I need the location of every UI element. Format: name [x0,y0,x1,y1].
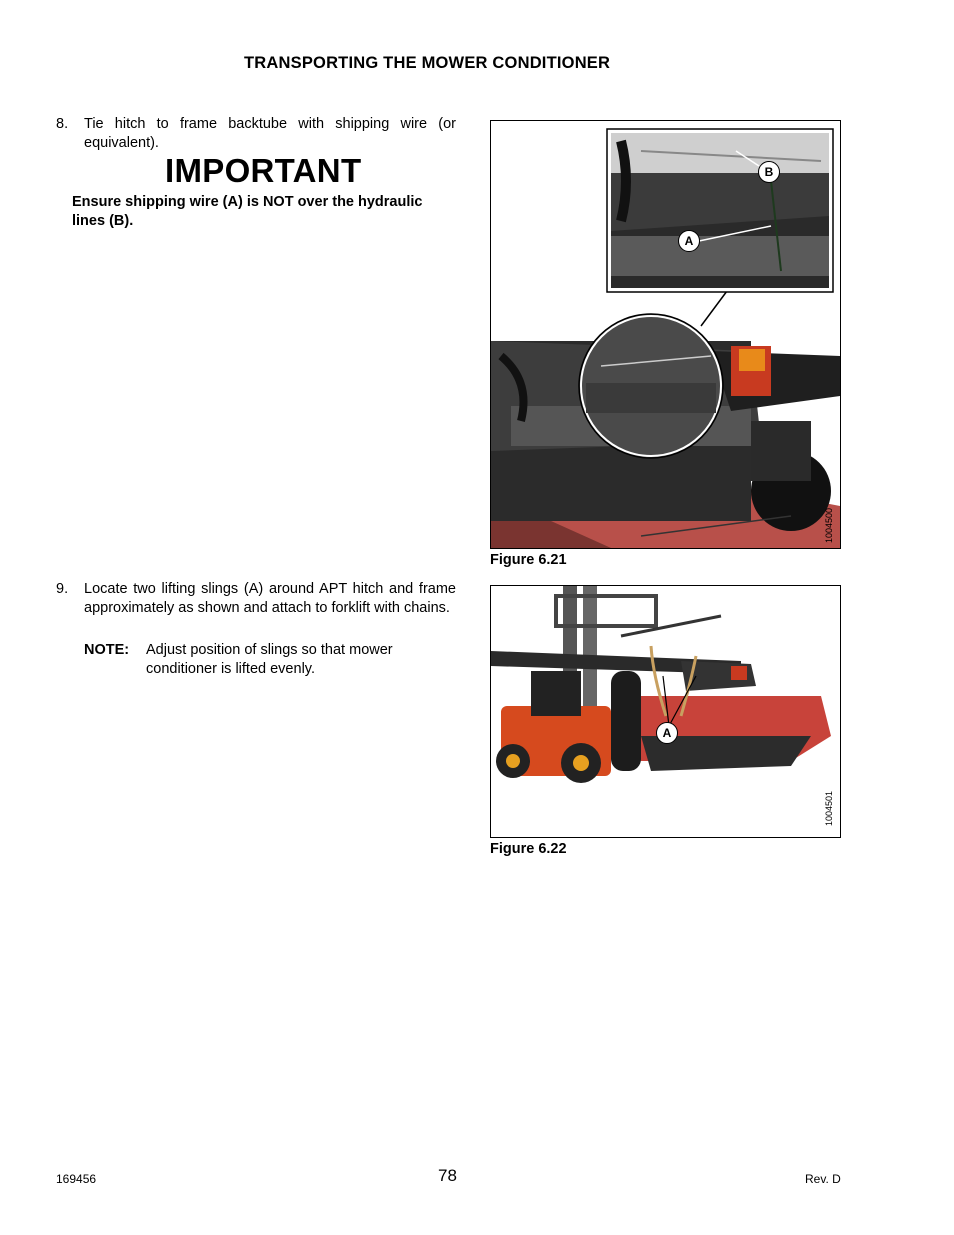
callout-b: B [758,161,780,183]
step-number: 9. [56,581,69,597]
note-text: Adjust position of slings so that mower conditioner is lifted evenly. [146,642,393,677]
step-text: Tie hitch to frame backtube with shipping wire (or equivalent). [84,116,456,151]
figure-6-21-illustration [491,121,840,548]
doc-number: 169456 [56,1172,97,1186]
callout-a: A [678,230,700,252]
step-8 [0,115,470,155]
figure-6-21 [490,120,841,549]
figure-6-22-illustration [491,586,840,837]
figure-id: 1004500 [824,507,834,543]
page-number: 78 [438,1166,457,1185]
step-number: 8. [56,116,69,132]
figure-6-21-caption: Figure 6.21 [490,552,567,568]
section-title: TRANSPORTING THE MOWER CONDITIONER [244,54,611,72]
callout-a: A [656,722,678,744]
figure-6-22-caption: Figure 6.22 [490,841,567,857]
note-label: NOTE: [84,642,130,658]
important-heading: IMPORTANT [165,152,362,189]
figure-6-22 [490,585,841,838]
revision: Rev. D [805,1172,841,1186]
step-text: Locate two lifting slings (A) around APT hitch and frame approximately as shown and attach to forklift with chains. [84,581,456,616]
important-text: Ensure shipping wire (A) is NOT over the hydraulic lines (B). [72,194,423,229]
step-9 [0,580,470,640]
note [84,641,434,681]
figure-id: 1004501 [824,790,834,826]
